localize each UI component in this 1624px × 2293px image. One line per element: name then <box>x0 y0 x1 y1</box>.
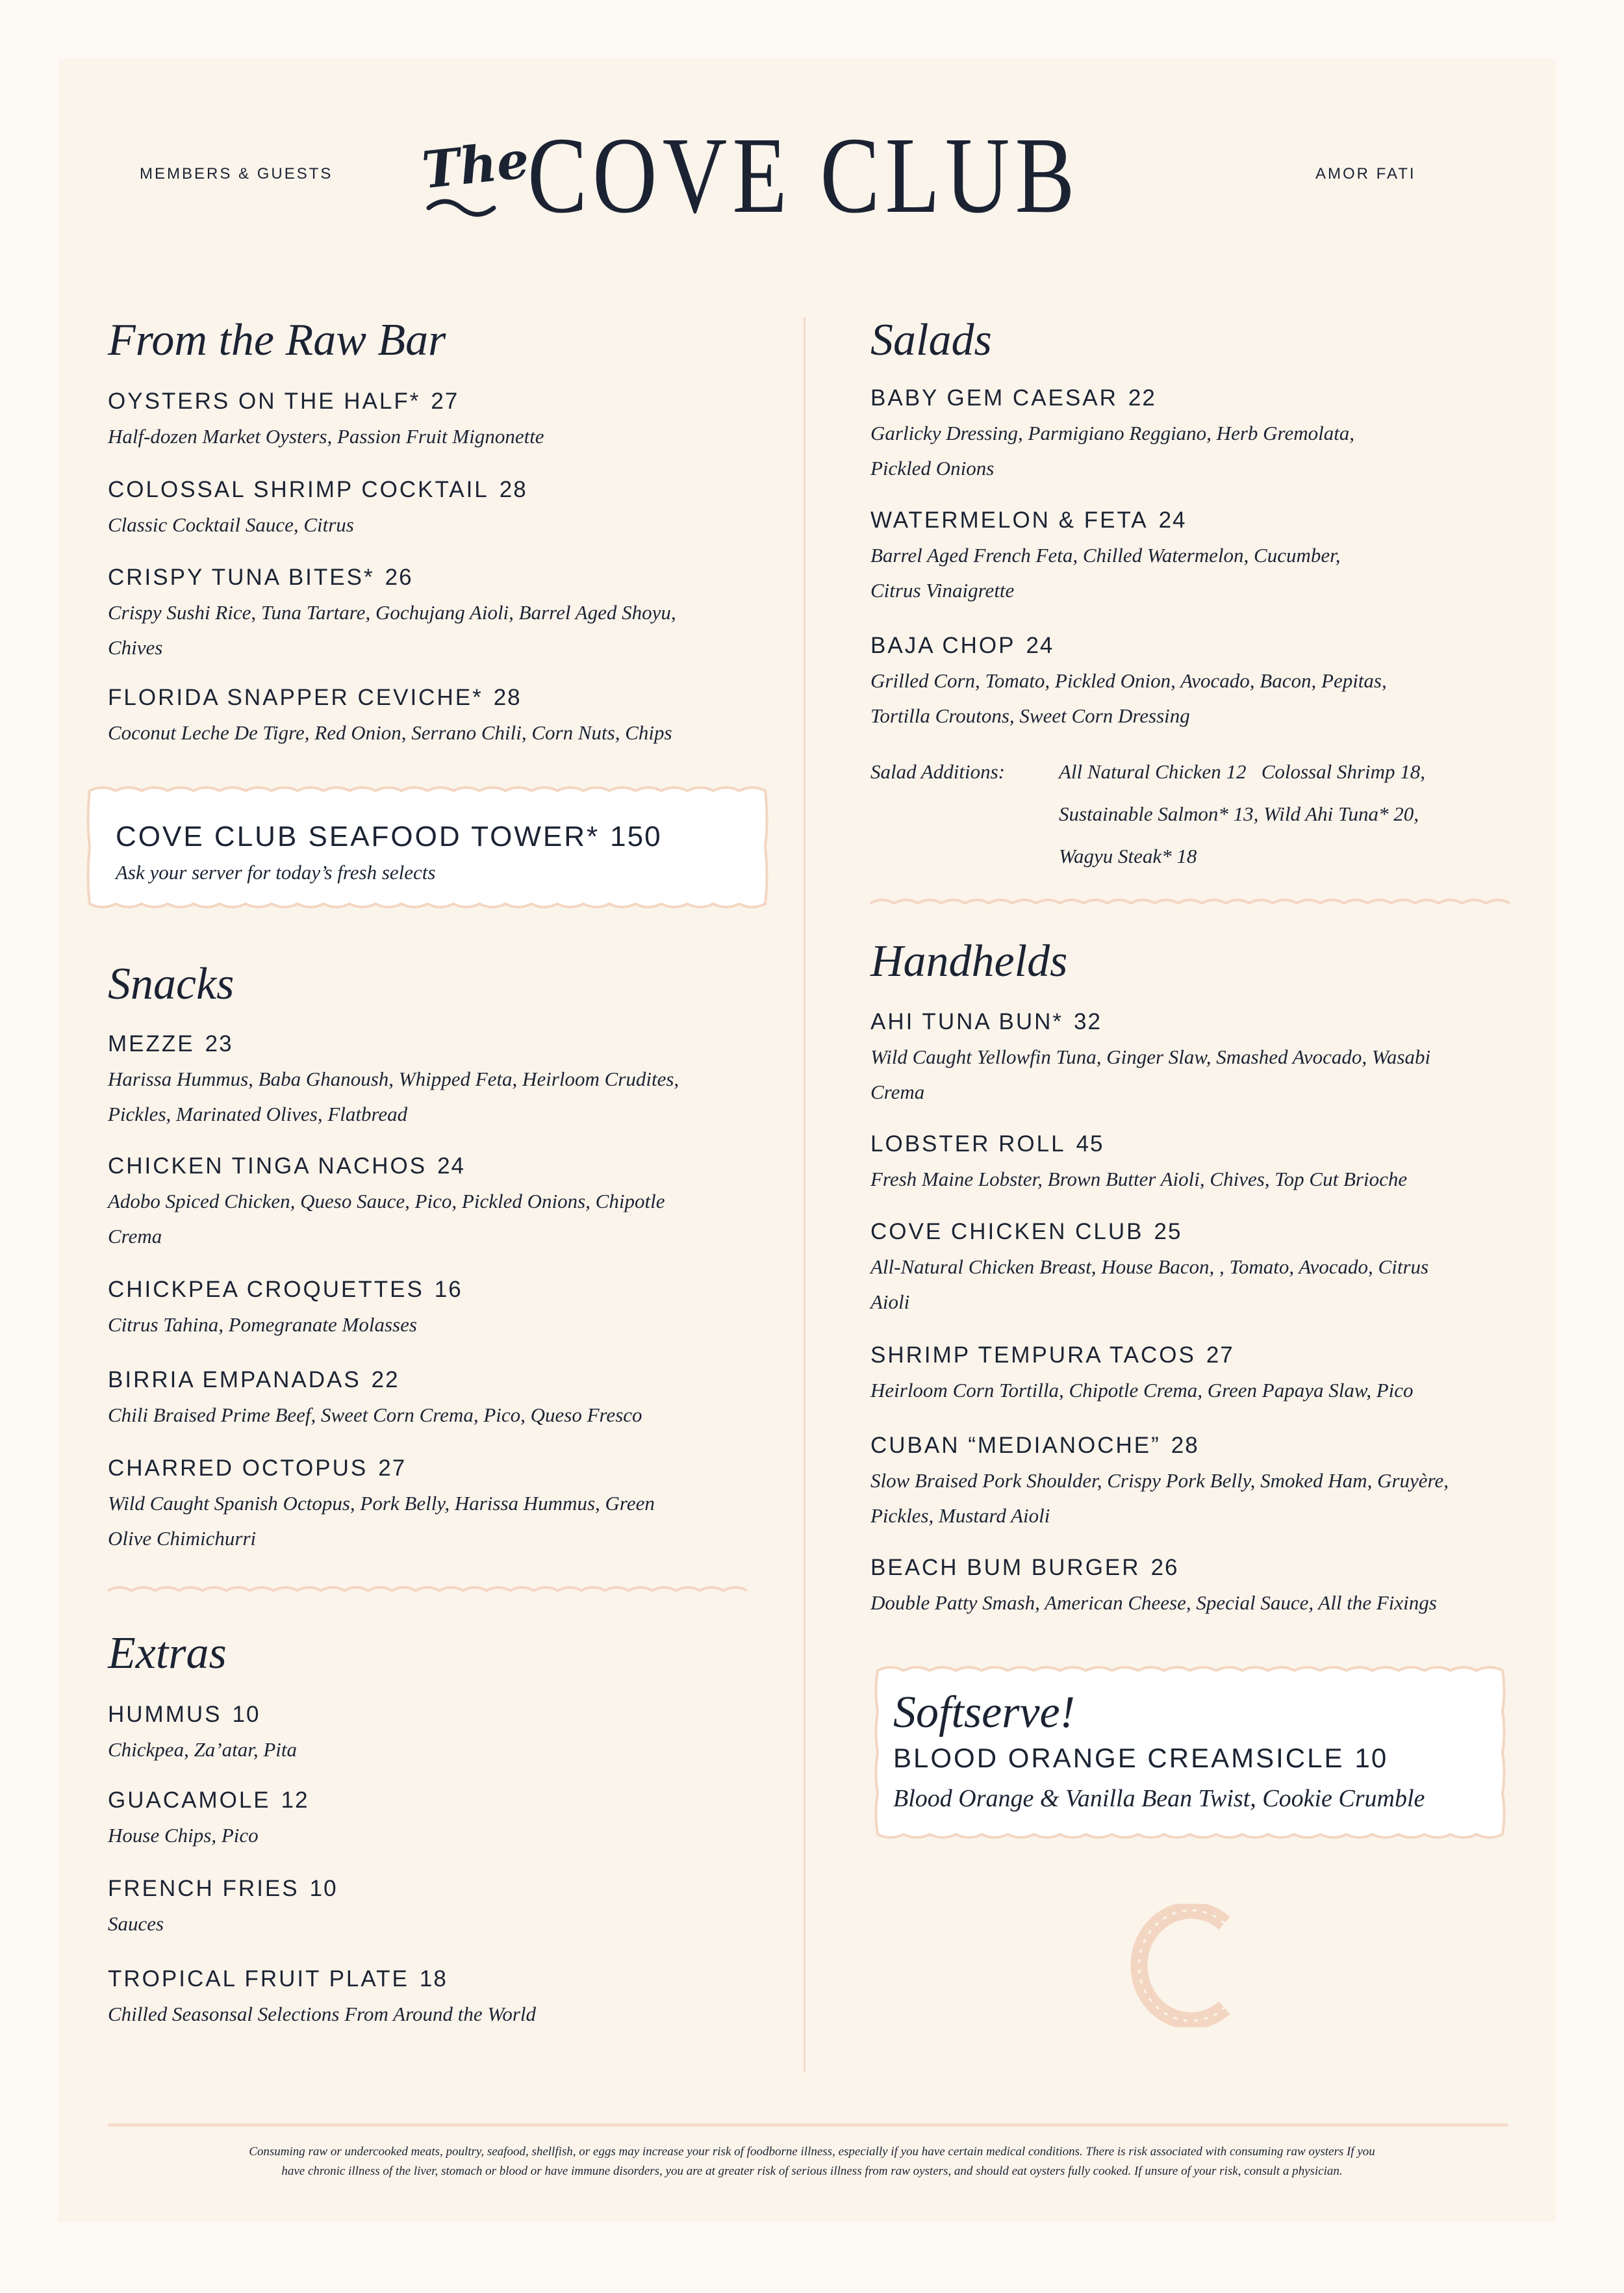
column-divider <box>804 317 806 2073</box>
menu-item-desc: Grilled Corn, Tomato, Pickled Onion, Avocado, Bacon, Pepitas, <box>870 669 1387 692</box>
item-price: 27 <box>431 389 459 414</box>
menu-item-name <box>108 1875 338 1903</box>
menu-item-name <box>108 1366 400 1394</box>
brand-name: COVE CLUB <box>527 115 1080 236</box>
menu-item-desc: Olive Chimichurri <box>108 1527 257 1550</box>
menu-item-desc: Coconut Leche De Tigre, Red Onion, Serrano Chili, Corn Nuts, Chips <box>108 721 672 744</box>
footer-disclaimer-line-2: have chronic illness of the liver, stomach or blood or have immune disorders, you are at greater risk of serious illness from raw oysters, and should eat oysters fully cooked. If unsure of your risk, consult a physician. <box>281 2164 1343 2178</box>
item-price: 10 <box>309 1876 338 1901</box>
menu-item-desc: Citrus Tahina, Pomegranate Molasses <box>108 1313 417 1336</box>
menu-item-name <box>870 1554 1179 1582</box>
salad-addition-line: All Natural Chicken 12 Colossal Shrimp 18, <box>1059 760 1426 783</box>
item-price: 26 <box>1150 1555 1179 1580</box>
menu-item-desc: Crema <box>108 1225 162 1248</box>
item-name-text: AHI TUNA BUN* <box>870 1009 1064 1034</box>
raw-bar-heading: From the Raw Bar <box>108 315 446 365</box>
item-name-text: HUMMUS <box>108 1702 222 1727</box>
menu-item-desc: Chickpea, Za’atar, Pita <box>108 1738 298 1761</box>
menu-item-name <box>870 1431 1199 1460</box>
menu-item-name <box>870 1218 1182 1246</box>
item-price: 28 <box>493 685 522 710</box>
item-price: 22 <box>371 1367 400 1392</box>
wavy-separator <box>870 895 1510 908</box>
amor-fati-tag: AMOR FATI <box>1315 165 1416 183</box>
item-price: 23 <box>205 1031 233 1057</box>
item-price: 27 <box>378 1455 407 1481</box>
menu-item-desc: Wild Caught Yellowfin Tuna, Ginger Slaw, Smashed Avocado, Wasabi <box>870 1045 1431 1068</box>
salad-additions-label: Salad Additions: <box>870 760 1005 783</box>
item-name-text: FLORIDA SNAPPER CEVICHE* <box>108 685 483 710</box>
brand-the: The <box>419 130 532 201</box>
menu-item-name <box>870 1341 1234 1370</box>
item-name-text: BIRRIA EMPANADAS <box>108 1367 361 1392</box>
menu-item-desc: Pickled Onions <box>870 457 995 480</box>
item-name-text: MEZZE <box>108 1031 195 1057</box>
wavy-separator <box>108 1583 747 1596</box>
seafood-tower-name: COVE CLUB SEAFOOD TOWER* 150 <box>116 821 662 852</box>
menu-item-desc: Fresh Maine Lobster, Brown Butter Aioli, Chives, Top Cut Brioche <box>870 1168 1408 1190</box>
softserve-item-name: BLOOD ORANGE CREAMSICLE 10 <box>893 1743 1388 1773</box>
menu-item-name <box>108 1454 406 1483</box>
menu-item-desc: Barrel Aged French Feta, Chilled Watermelon, Cucumber, <box>870 544 1341 567</box>
item-name-text: BABY GEM CAESAR <box>870 385 1118 411</box>
item-price: 16 <box>434 1277 463 1302</box>
menu-item-desc: Tortilla Croutons, Sweet Corn Dressing <box>870 704 1190 727</box>
seafood-tower-desc: Ask your server for today’s fresh selects <box>116 861 436 884</box>
menu-item-name <box>108 1700 260 1729</box>
footer-rule <box>108 2123 1508 2127</box>
menu-item-name <box>870 1130 1104 1159</box>
menu-item-desc: Garlicky Dressing, Parmigiano Reggiano, Herb Gremolata, <box>870 422 1355 444</box>
menu-item-name <box>108 563 413 592</box>
menu-item-desc: Crema <box>870 1081 925 1103</box>
menu-item-name <box>870 1008 1102 1036</box>
item-name-text: LOBSTER ROLL <box>870 1131 1066 1157</box>
item-price: 18 <box>419 1966 448 1992</box>
handhelds-heading: Handhelds <box>870 936 1068 986</box>
menu-item-desc: Adobo Spiced Chicken, Queso Sauce, Pico, Pickled Onions, Chipotle <box>108 1190 665 1212</box>
menu-item-name <box>108 387 459 416</box>
item-name-text: COVE CHICKEN CLUB <box>870 1219 1144 1244</box>
menu-item-name <box>870 506 1187 535</box>
menu-item-desc: All-Natural Chicken Breast, House Bacon, , Tomato, Avocado, Citrus <box>870 1255 1429 1278</box>
item-name-text: TROPICAL FRUIT PLATE <box>108 1966 409 1992</box>
menu-item-desc: Chives <box>108 636 163 659</box>
menu-item-desc: Crispy Sushi Rice, Tuna Tartare, Gochujang Aioli, Barrel Aged Shoyu, <box>108 601 676 624</box>
menu-item-desc: Classic Cocktail Sauce, Citrus <box>108 513 354 536</box>
salad-addition-line: Wagyu Steak* 18 <box>1059 845 1197 867</box>
item-price: 26 <box>385 565 413 590</box>
item-price: 24 <box>437 1153 466 1179</box>
menu-item-name <box>108 684 522 712</box>
item-name-text: COLOSSAL SHRIMP COCKTAIL <box>108 477 489 502</box>
snacks-heading: Snacks <box>108 959 235 1009</box>
menu-item-name <box>108 476 527 504</box>
item-name-text: BAJA CHOP <box>870 633 1016 658</box>
item-price: 45 <box>1076 1131 1104 1157</box>
menu-item-desc: Chilled Seasonsal Selections From Around the World <box>108 2003 537 2025</box>
item-name-text: WATERMELON & FETA <box>870 507 1148 533</box>
menu-item-desc: Harissa Hummus, Baba Ghanoush, Whipped Feta, Heirloom Crudites, <box>108 1068 679 1090</box>
salad-addition-line: Sustainable Salmon* 13, Wild Ahi Tuna* 20, <box>1059 802 1419 825</box>
cove-c-emblem-icon <box>1127 1904 1244 2027</box>
item-name-text: BEACH BUM BURGER <box>870 1555 1141 1580</box>
menu-item-name <box>870 632 1054 660</box>
item-name-text: CUBAN “MEDIANOCHE” <box>870 1433 1161 1458</box>
menu-item-name <box>108 1786 309 1815</box>
menu-item-desc: Chili Braised Prime Beef, Sweet Corn Crema, Pico, Queso Fresco <box>108 1403 642 1426</box>
item-name-text: CHICKEN TINGA NACHOS <box>108 1153 427 1179</box>
item-price: 24 <box>1026 633 1054 658</box>
item-price: 28 <box>1171 1433 1199 1458</box>
item-price: 22 <box>1128 385 1156 411</box>
item-price: 27 <box>1206 1342 1234 1368</box>
item-name-text: CRISPY TUNA BITES* <box>108 565 375 590</box>
menu-item-desc: Aioli <box>870 1290 910 1313</box>
item-price: 10 <box>232 1702 260 1727</box>
menu-item-desc: Slow Braised Pork Shoulder, Crispy Pork Belly, Smoked Ham, Gruyère, <box>870 1469 1449 1492</box>
softserve-item-desc: Blood Orange & Vanilla Bean Twist, Cookie Crumble <box>893 1785 1425 1812</box>
item-price: 24 <box>1158 507 1187 533</box>
menu-item-desc: Sauces <box>108 1912 164 1935</box>
menu-item-desc: Double Patty Smash, American Cheese, Special Sauce, All the Fixings <box>870 1591 1437 1614</box>
menu-item-desc: Pickles, Marinated Olives, Flatbread <box>108 1103 408 1125</box>
item-name-text: CHARRED OCTOPUS <box>108 1455 368 1481</box>
item-price: 28 <box>499 477 527 502</box>
item-name-text: GUACAMOLE <box>108 1787 271 1813</box>
menu-item-name <box>108 1152 465 1181</box>
softserve-heading: Softserve! <box>893 1687 1075 1737</box>
item-name-text: OYSTERS ON THE HALF* <box>108 389 421 414</box>
menu-item-desc: Heirloom Corn Tortilla, Chipotle Crema, Green Papaya Slaw, Pico <box>870 1379 1414 1402</box>
menu-item-name <box>108 1030 233 1058</box>
menu-item-desc: Citrus Vinaigrette <box>870 579 1015 602</box>
item-name-text: SHRIMP TEMPURA TACOS <box>870 1342 1196 1368</box>
members-guests-tag: MEMBERS & GUESTS <box>140 165 333 183</box>
menu-item-name <box>108 1275 463 1304</box>
menu-item-desc: Wild Caught Spanish Octopus, Pork Belly, Harissa Hummus, Green <box>108 1492 655 1515</box>
footer-disclaimer-line-1: Consuming raw or undercooked meats, poultry, seafood, shellfish, or eggs may increase your risk of foodborne illness, especially if you have certain medical conditions. There is risk associated with consuming raw oysters If you <box>249 2145 1375 2158</box>
menu-item-name <box>870 384 1156 413</box>
item-name-text: FRENCH FRIES <box>108 1876 299 1901</box>
item-price: 32 <box>1074 1009 1102 1034</box>
extras-heading: Extras <box>108 1628 227 1678</box>
menu-item-desc: Pickles, Mustard Aioli <box>870 1504 1050 1527</box>
menu-item-desc: House Chips, Pico <box>108 1824 259 1847</box>
item-price: 25 <box>1154 1219 1182 1244</box>
salads-heading: Salads <box>870 315 992 365</box>
brand-wave-icon <box>425 195 497 221</box>
item-price: 12 <box>281 1787 309 1813</box>
menu-item-name <box>108 1965 448 1993</box>
item-name-text: CHICKPEA CROQUETTES <box>108 1277 424 1302</box>
menu-item-desc: Half-dozen Market Oysters, Passion Fruit Mignonette <box>108 425 544 448</box>
